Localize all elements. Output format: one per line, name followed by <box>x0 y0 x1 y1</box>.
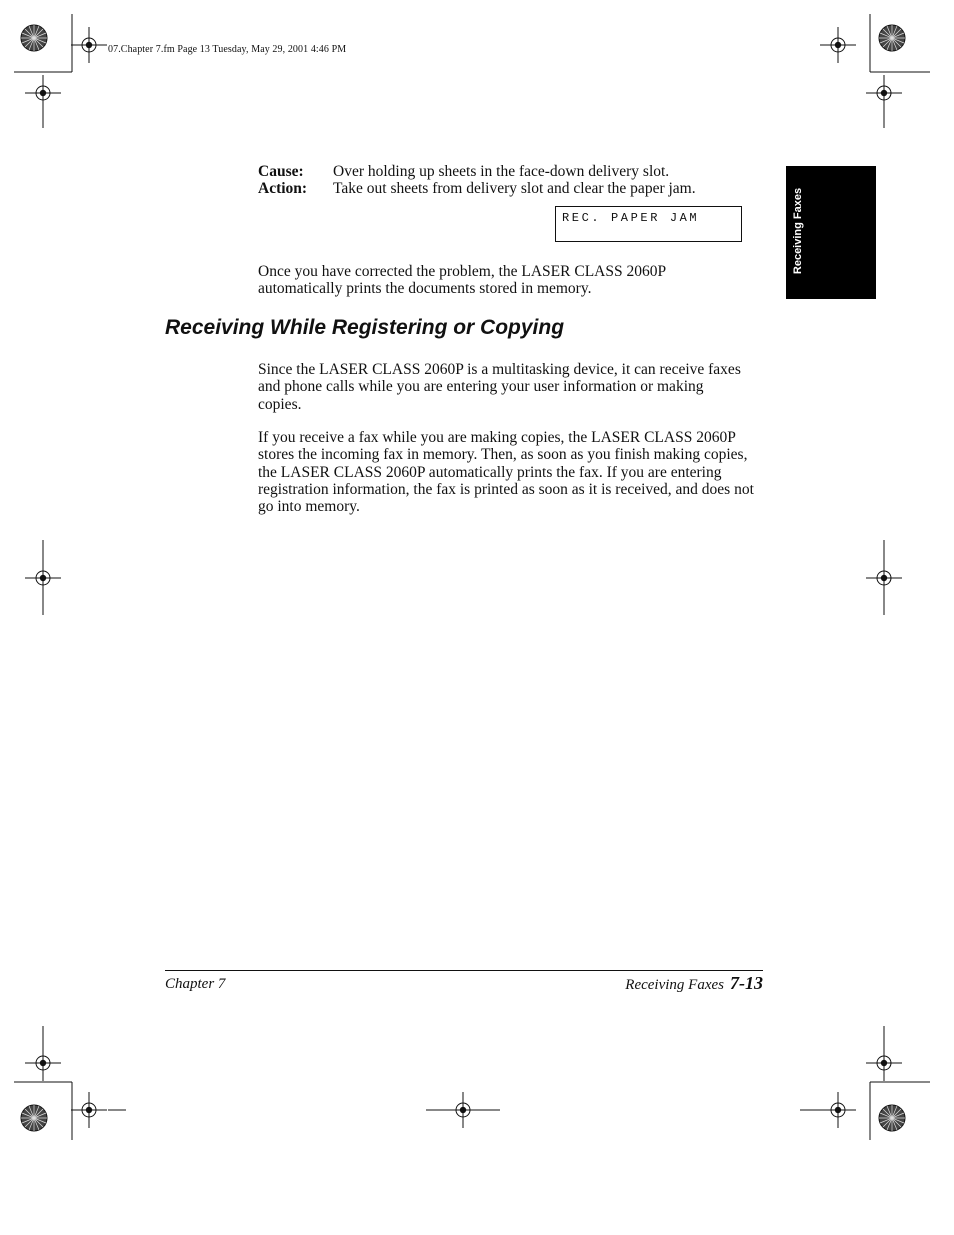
footer-section: Receiving Faxes <box>625 977 724 993</box>
print-header: 07.Chapter 7.fm Page 13 Tuesday, May 29, 2001 4:46 PM <box>108 44 347 55</box>
section-heading: Receiving While Registering or Copying <box>165 316 565 339</box>
corrected-paragraph: Once you have corrected the problem, the LASER CLASS 2060P automatically prints the documents stored in memory. <box>258 263 666 298</box>
footer-right <box>625 973 763 994</box>
chapter-side-tab <box>786 166 876 299</box>
side-tab-label: Receiving Faxes <box>792 187 804 275</box>
action-label: Action: <box>258 180 308 197</box>
lcd-display: REC. PAPER JAM <box>555 206 742 242</box>
paragraph-receive-while-copying: If you receive a fax while you are making copies, the LASER CLASS 2060P stores the incoming fax in memory. Then, as soon as you finish making copies, the LASER CLASS 2060P automatically prints the fax. If you are entering registration information, the fax is printed as soon as it is received, and does not go into memory. <box>258 429 754 516</box>
page-number: 7-13 <box>730 973 763 993</box>
cause-text: Over holding up sheets in the face-down delivery slot. <box>333 163 670 180</box>
paragraph-multitasking: Since the LASER CLASS 2060P is a multitasking device, it can receive faxes and phone calls while you are entering your user information or making copies. <box>258 361 741 413</box>
cause-label: Cause: <box>258 163 304 180</box>
action-text: Take out sheets from delivery slot and clear the paper jam. <box>333 180 696 197</box>
footer-rule <box>165 970 763 971</box>
footer-chapter: Chapter 7 <box>165 976 226 992</box>
